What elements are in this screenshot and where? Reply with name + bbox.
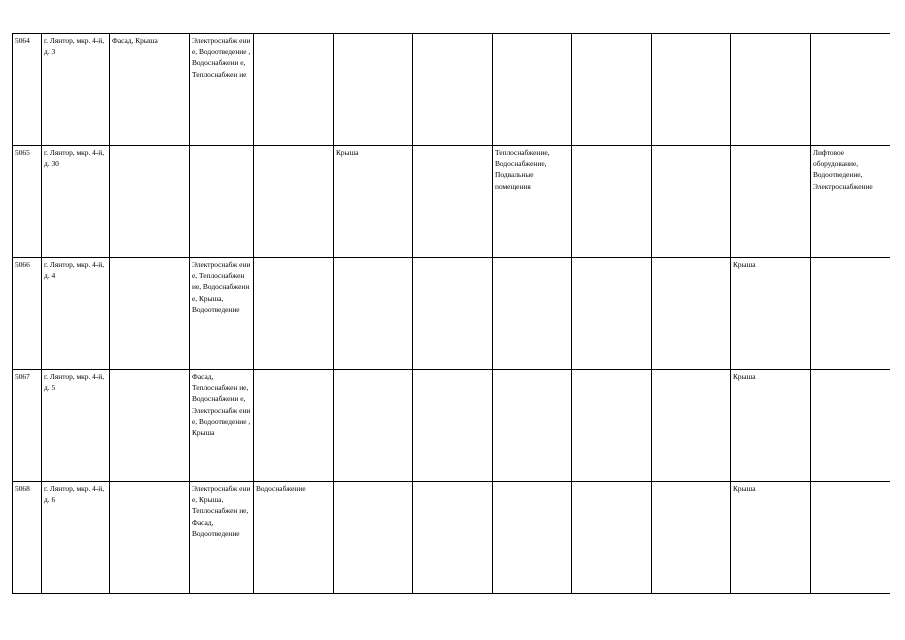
col-6-cell (334, 258, 413, 370)
col-10-cell (652, 146, 731, 258)
col-3-cell: Фасад, Крыша (110, 34, 190, 146)
col-12-cell (811, 370, 890, 482)
col-4-cell: Фасад, Теплоснабжен ие, Водоснабжени е, Электроснабж ени е, Водоотведение , Крыша (190, 370, 254, 482)
col-4-cell (190, 146, 254, 258)
row-number-cell: 5067 (13, 370, 42, 482)
col-4-cell: Электроснабж ени е, Теплоснабжен ие, Водоснабжени е, Крыша, Водоотведение (190, 258, 254, 370)
table-row (13, 146, 890, 258)
col-6-cell: Крыша (334, 146, 413, 258)
table-row (13, 482, 890, 594)
col-10-cell (652, 34, 731, 146)
col-3-cell (110, 482, 190, 594)
col-12-cell (811, 258, 890, 370)
col-6-cell (334, 370, 413, 482)
col-10-cell (652, 370, 731, 482)
col-5-cell (254, 146, 334, 258)
col-11-cell (731, 34, 811, 146)
col-12-cell: Лифтовое оборудование, Водоотведение, Электроснабжение (811, 146, 890, 258)
row-number-cell: 5068 (13, 482, 42, 594)
col-5-cell (254, 258, 334, 370)
col-11-cell: Крыша (731, 482, 811, 594)
col-8-cell (493, 482, 572, 594)
col-4-cell: Электроснабж ени е, Водоотведение , Водоснабжени е, Теплоснабжен ие (190, 34, 254, 146)
col-3-cell (110, 370, 190, 482)
col-8-cell (493, 34, 572, 146)
col-8-cell (493, 258, 572, 370)
col-11-cell: Крыша (731, 370, 811, 482)
col-10-cell (652, 482, 731, 594)
col-9-cell (572, 370, 652, 482)
col-7-cell (413, 34, 493, 146)
row-number-cell: 5066 (13, 258, 42, 370)
row-number-cell: 5065 (13, 146, 42, 258)
address-cell: г. Лянтор, мкр. 4-й, д. 3 (42, 34, 110, 146)
col-12-cell (811, 482, 890, 594)
repair-schedule-table (12, 33, 890, 594)
address-cell: г. Лянтор, мкр. 4-й, д. 4 (42, 258, 110, 370)
col-7-cell (413, 258, 493, 370)
col-9-cell (572, 258, 652, 370)
address-cell: г. Лянтор, мкр. 4-й, д. 30 (42, 146, 110, 258)
col-11-cell (731, 146, 811, 258)
col-3-cell (110, 258, 190, 370)
col-5-cell (254, 34, 334, 146)
col-8-cell (493, 370, 572, 482)
col-10-cell (652, 258, 731, 370)
row-number-cell: 5064 (13, 34, 42, 146)
address-cell: г. Лянтор, мкр. 4-й, д. 5 (42, 370, 110, 482)
col-6-cell (334, 34, 413, 146)
address-cell: г. Лянтор, мкр. 4-й, д. 6 (42, 482, 110, 594)
col-11-cell: Крыша (731, 258, 811, 370)
col-5-cell: Водоснабжение (254, 482, 334, 594)
table-row (13, 258, 890, 370)
col-4-cell: Электроснабж ени е, Крыша, Теплоснабжен ие, Фасад, Водоотведение (190, 482, 254, 594)
table-body (13, 34, 890, 594)
col-12-cell (811, 34, 890, 146)
col-9-cell (572, 146, 652, 258)
col-5-cell (254, 370, 334, 482)
table-row (13, 34, 890, 146)
col-9-cell (572, 482, 652, 594)
col-7-cell (413, 146, 493, 258)
col-8-cell: Теплоснабжение, Водоснабжение, Подвальные помещения (493, 146, 572, 258)
table-row (13, 370, 890, 482)
col-9-cell (572, 34, 652, 146)
col-6-cell (334, 482, 413, 594)
col-3-cell (110, 146, 190, 258)
col-7-cell (413, 370, 493, 482)
col-7-cell (413, 482, 493, 594)
